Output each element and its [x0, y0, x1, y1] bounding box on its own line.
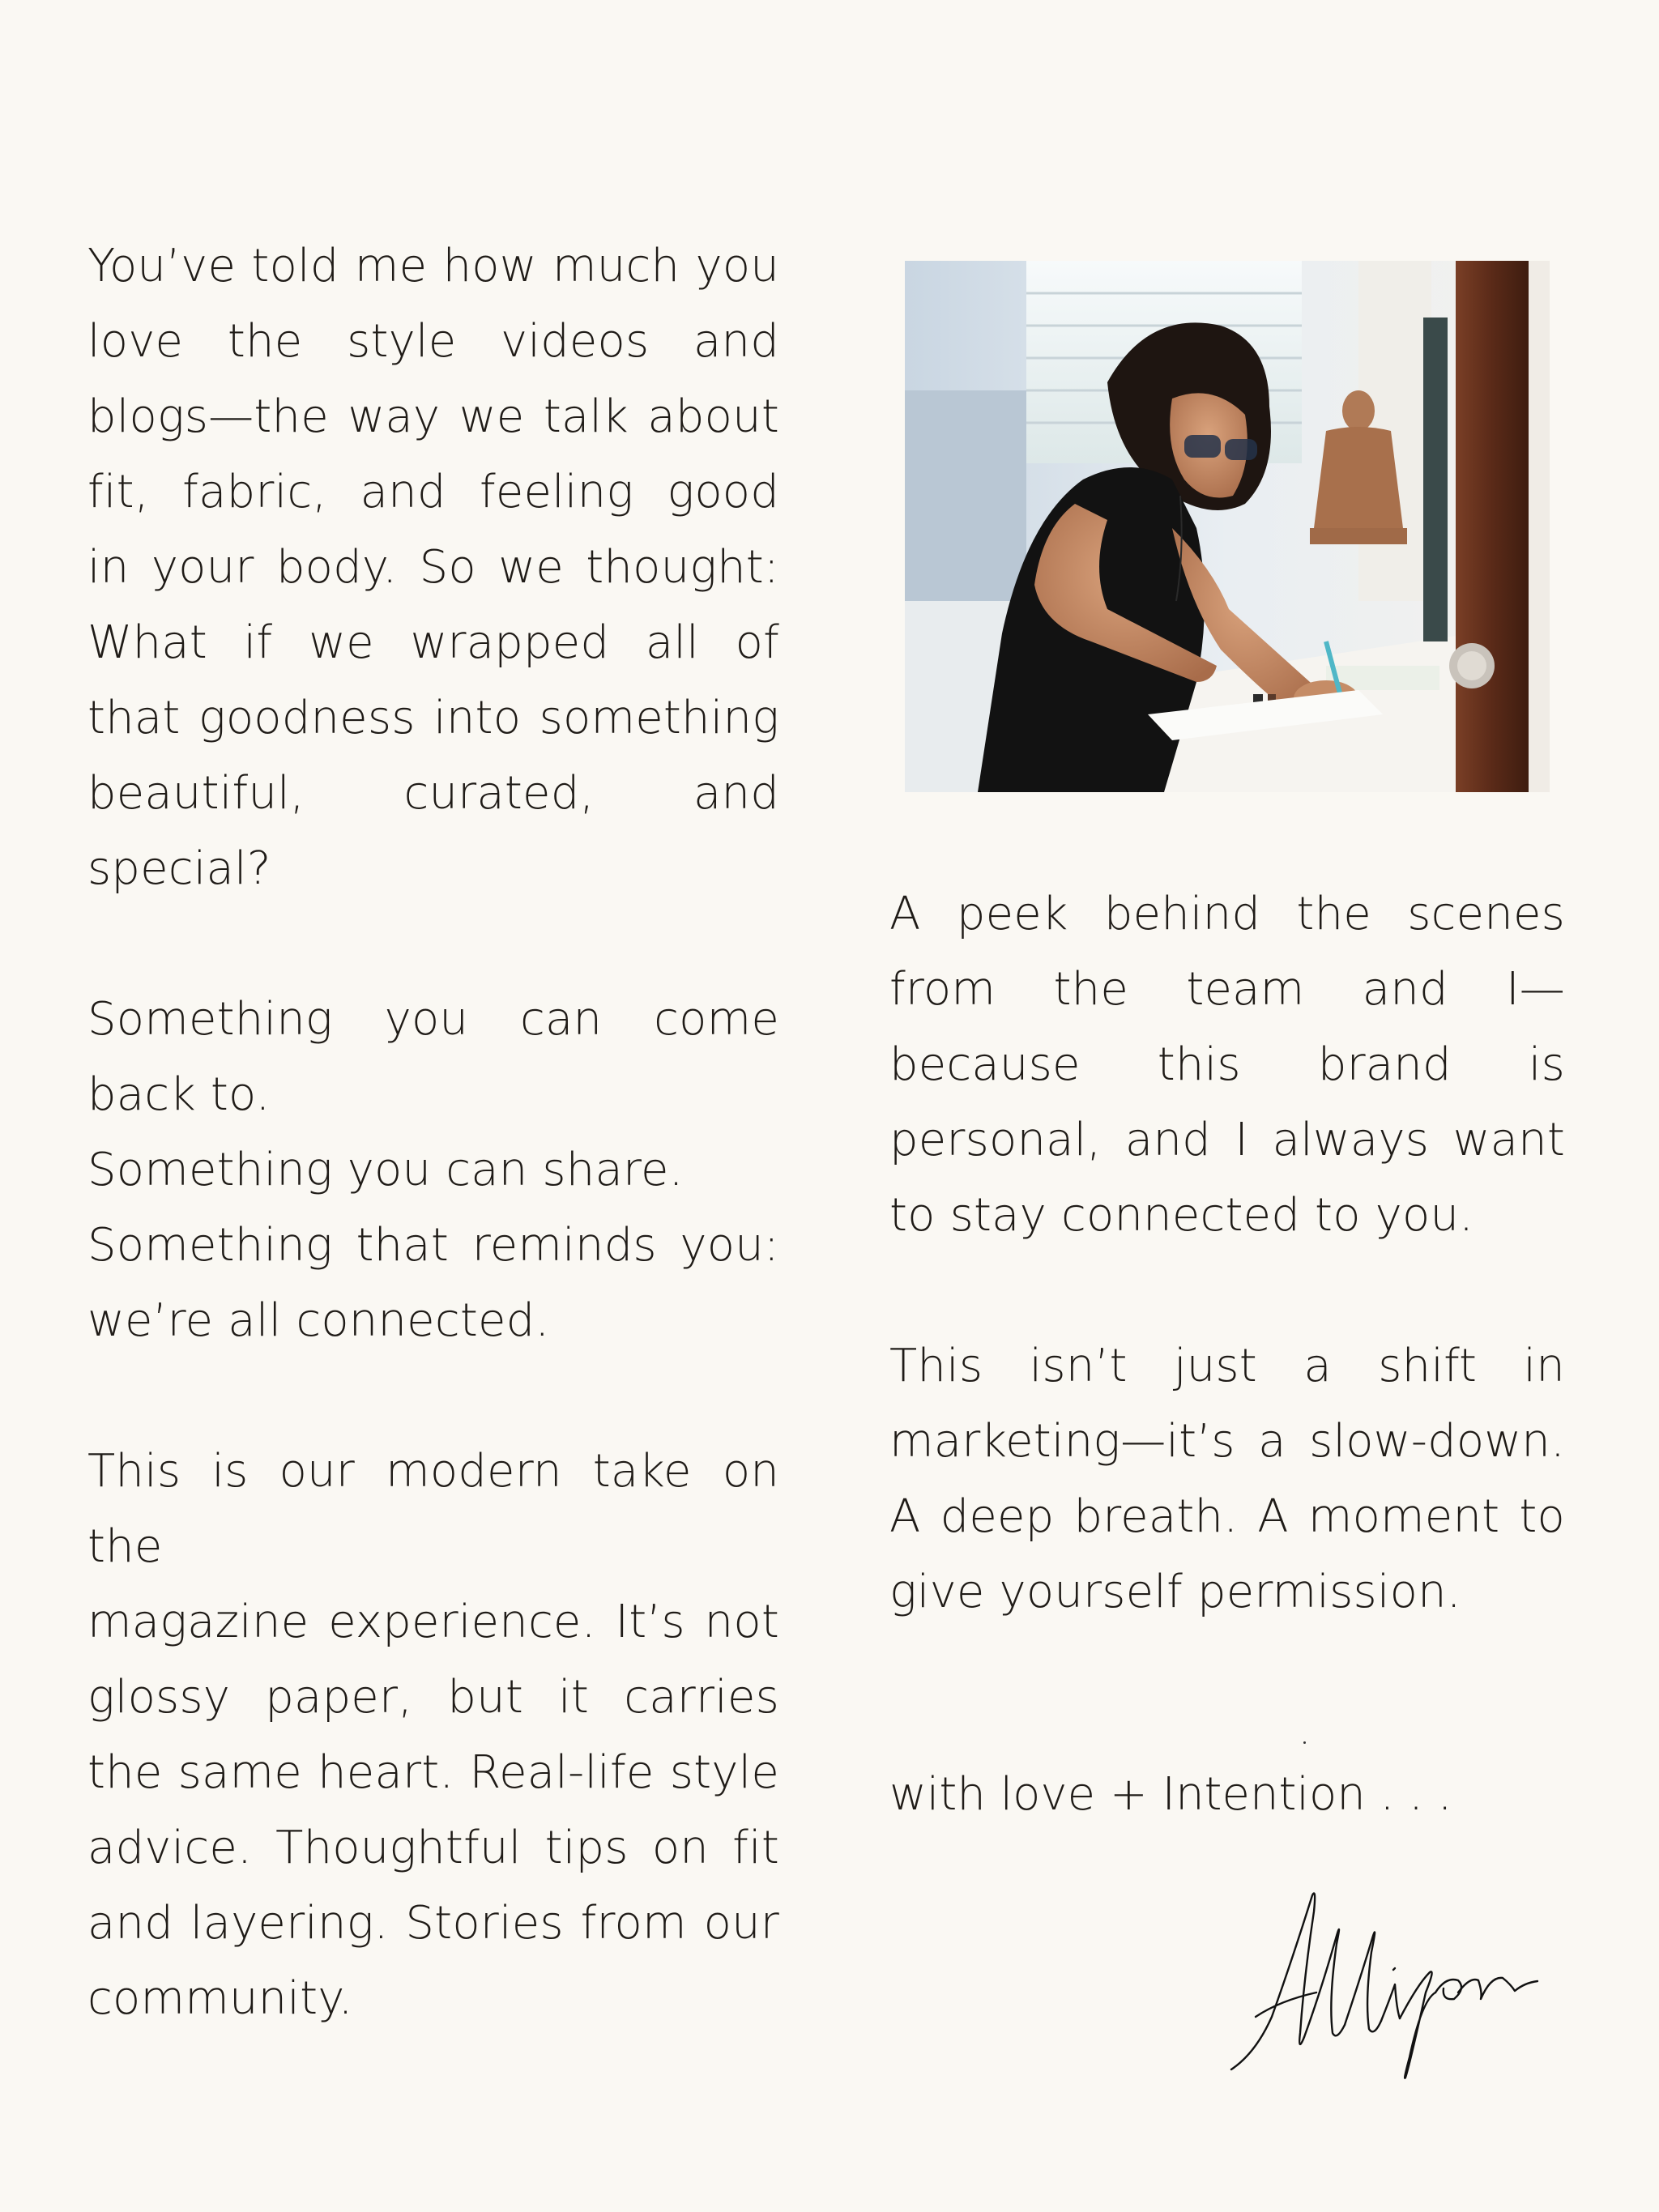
text-line: Something you can come — [87, 993, 779, 1046]
intro-paragraph — [87, 228, 779, 906]
text-line: and layering. Stories from our — [87, 1897, 779, 1950]
text-line: marketing—it’s a slow-down. — [889, 1415, 1565, 1468]
magazine-paragraph — [87, 1434, 779, 2036]
stray-dot — [1303, 1741, 1306, 1744]
text-line: from the team and I— — [889, 963, 1565, 1016]
right-column — [889, 876, 1565, 1630]
text-line: the same heart. Real-life style — [87, 1746, 779, 1799]
photo-illustration — [905, 261, 1550, 792]
text-line: advice. Thoughtful tips on fit — [87, 1822, 779, 1874]
text-line: give yourself permission. — [889, 1566, 1461, 1618]
something-paragraph — [87, 982, 779, 1358]
peek-paragraph — [889, 876, 1565, 1253]
text-line: special? — [87, 842, 271, 895]
text-line: What if we wrapped all of — [87, 616, 779, 669]
text-line: back to. — [87, 1068, 271, 1121]
left-column — [87, 228, 779, 2036]
text-line: Something that reminds you: — [87, 1219, 779, 1272]
text-line: blogs—the way we talk about — [87, 390, 779, 443]
text-line: A peek behind the scenes — [889, 888, 1565, 940]
text-line: we’re all connected. — [87, 1294, 550, 1347]
text-line: in your body. So we thought: — [87, 541, 779, 594]
text-line: beautiful, curated, and — [87, 767, 779, 820]
text-line: Something you can share. — [87, 1144, 684, 1196]
text-line: to stay connected to you. — [889, 1189, 1474, 1242]
text-line: This is our modern take on the — [87, 1445, 779, 1573]
woman-writing-at-desk-photo — [905, 261, 1550, 792]
shift-paragraph — [889, 1328, 1565, 1630]
handwritten-signature — [1223, 1879, 1539, 2082]
text-line: A deep breath. A moment to — [889, 1490, 1565, 1543]
text-line: community. — [87, 1972, 353, 2025]
signoff-text: with love + Intention . . . — [889, 1768, 1452, 1821]
text-line: that goodness into something — [87, 692, 779, 744]
text-line: You’ve told me how much you — [87, 240, 779, 292]
text-line: magazine experience. It’s not — [87, 1596, 779, 1648]
text-line: because this brand is — [889, 1038, 1565, 1091]
text-line: glossy paper, but it carries — [87, 1671, 779, 1724]
text-line: personal, and I always want — [889, 1114, 1565, 1166]
text-line: This isn’t just a shift in — [889, 1340, 1565, 1392]
text-line: fit, fabric, and feeling good — [87, 466, 779, 518]
text-line: love the style videos and — [87, 315, 779, 368]
